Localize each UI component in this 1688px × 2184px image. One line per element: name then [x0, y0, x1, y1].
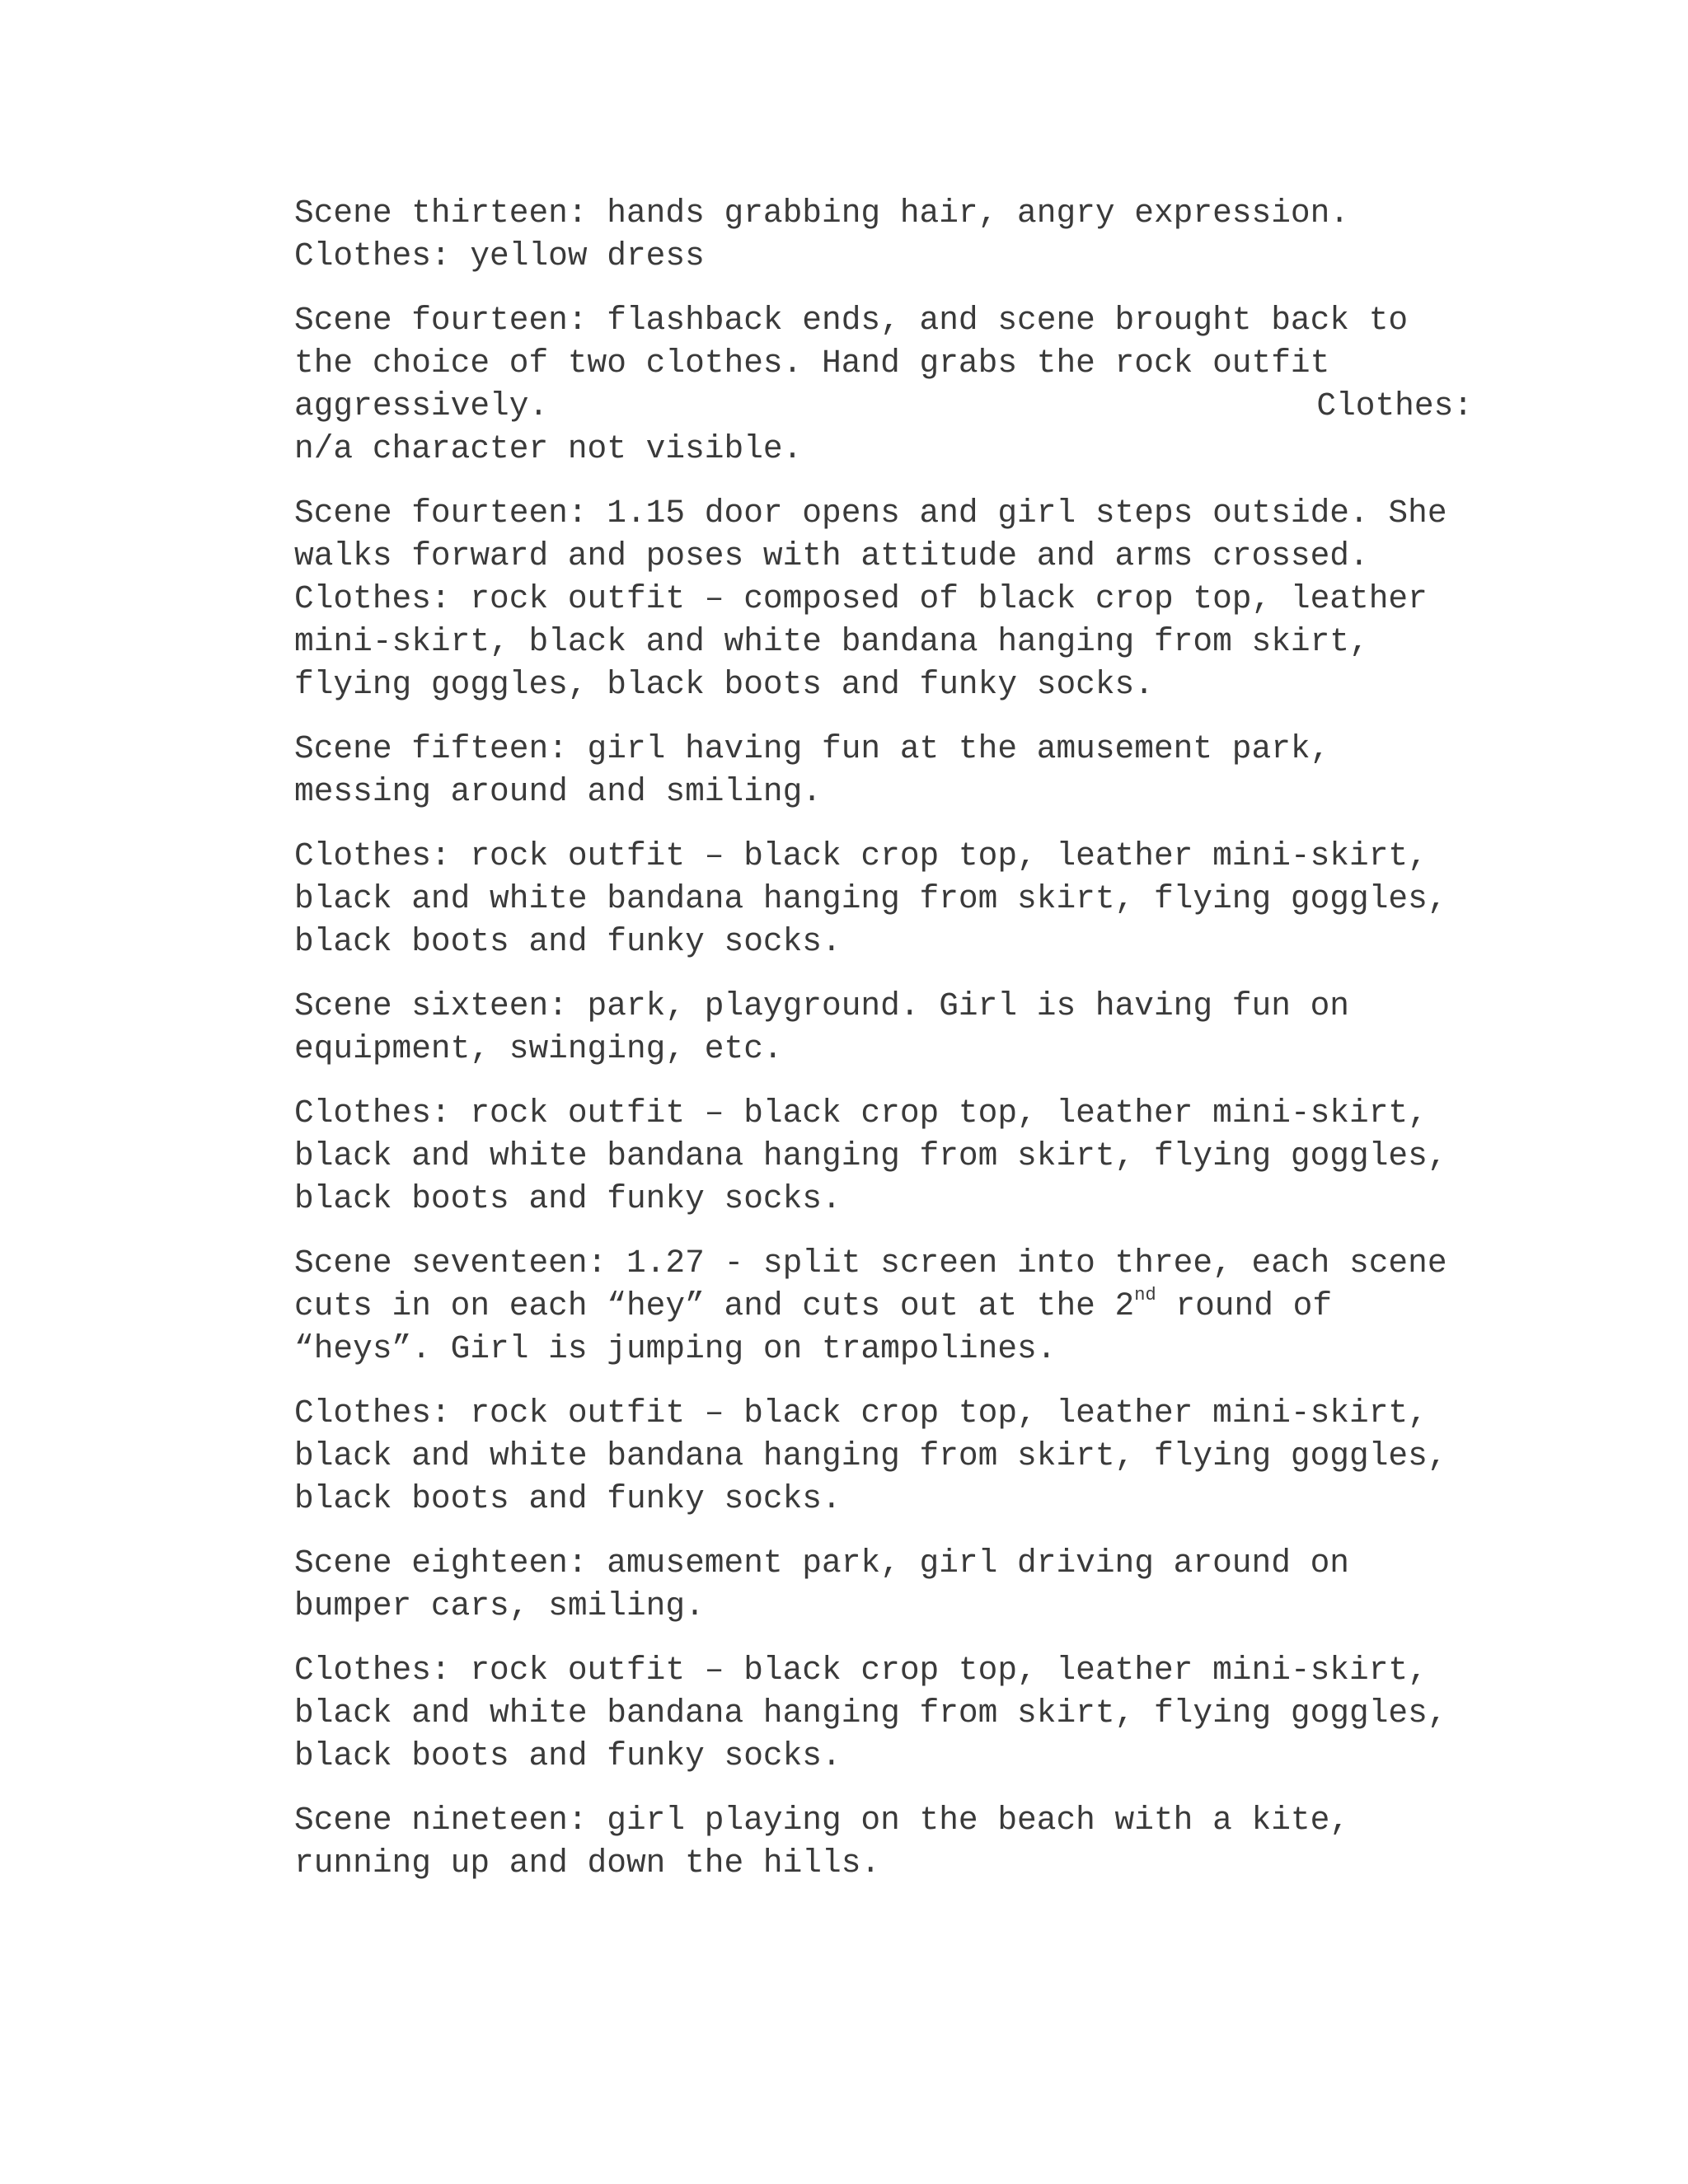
text-line-justified: [294, 385, 1473, 428]
text-line: Clothes: rock outfit – black crop top, leather mini-skirt,: [294, 1652, 1428, 1689]
paragraph-clothes: [294, 1092, 1473, 1221]
text-line: bumper cars, smiling.: [294, 1587, 705, 1624]
text-fragment: Clothes:: [1316, 387, 1473, 424]
text-line: “heys”. Girl is jumping on trampolines.: [294, 1330, 1057, 1367]
paragraph-scene-eighteen: [294, 1542, 1473, 1628]
text-line: mini-skirt, black and white bandana hanging from skirt,: [294, 623, 1369, 660]
text-line: walks forward and poses with attitude and arms crossed.: [294, 537, 1369, 574]
text-line: Scene fourteen: 1.15 door opens and girl steps outside. She: [294, 494, 1447, 532]
paragraph-clothes: [294, 1392, 1473, 1521]
text-line: black boots and funky socks.: [294, 1480, 842, 1517]
text-line: [294, 1285, 1473, 1328]
text-line: Scene thirteen: hands grabbing hair, angry expression.: [294, 194, 1350, 232]
paragraph-scene-nineteen: [294, 1799, 1473, 1885]
text-line: equipment, swinging, etc.: [294, 1030, 783, 1067]
text-line: flying goggles, black boots and funky socks.: [294, 666, 1154, 703]
text-line: Scene fourteen: flashback ends, and scene brought back to: [294, 302, 1409, 339]
text-line: messing around and smiling.: [294, 773, 823, 810]
paragraph-clothes: [294, 835, 1473, 963]
paragraph-scene-fourteen-door: [294, 492, 1473, 706]
text-line: Scene nineteen: girl playing on the beach with a kite,: [294, 1802, 1350, 1839]
paragraph-scene-sixteen: [294, 985, 1473, 1071]
document-body: [294, 192, 1473, 1906]
text-line: black boots and funky socks.: [294, 1737, 842, 1774]
text-line: Scene sixteen: park, playground. Girl is having fun on: [294, 987, 1350, 1024]
text-line: black boots and funky socks.: [294, 1180, 842, 1217]
text-line: black and white bandana hanging from skirt, flying goggles,: [294, 880, 1447, 917]
text-line: black and white bandana hanging from skirt, flying goggles,: [294, 1137, 1447, 1174]
text-line: Clothes: yellow dress: [294, 237, 705, 274]
paragraph-scene-seventeen: [294, 1242, 1473, 1371]
text-line: Scene seventeen: 1.27 - split screen into three, each scene: [294, 1244, 1447, 1282]
superscript-ordinal: nd: [1134, 1284, 1156, 1305]
text-line: Clothes: rock outfit – black crop top, leather mini-skirt,: [294, 1094, 1428, 1132]
text-fragment: round of: [1156, 1287, 1333, 1324]
text-line: Scene eighteen: amusement park, girl driving around on: [294, 1544, 1350, 1582]
text-fragment: aggressively.: [294, 387, 549, 424]
paragraph-scene-fifteen: [294, 728, 1473, 813]
text-line: running up and down the hills.: [294, 1844, 881, 1882]
text-line: Scene fifteen: girl having fun at the amusement park,: [294, 730, 1330, 767]
text-line: the choice of two clothes. Hand grabs the rock outfit: [294, 344, 1330, 382]
text-line: Clothes: rock outfit – black crop top, leather mini-skirt,: [294, 837, 1428, 874]
text-line: Clothes: rock outfit – black crop top, leather mini-skirt,: [294, 1394, 1428, 1432]
text-fragment: cuts in on each “hey” and cuts out at the 2: [294, 1287, 1135, 1324]
text-line: black and white bandana hanging from skirt, flying goggles,: [294, 1437, 1447, 1474]
paragraph-scene-fourteen-flashback: [294, 299, 1473, 471]
paragraph-scene-thirteen: [294, 192, 1473, 278]
paragraph-clothes: [294, 1649, 1473, 1778]
text-line: black boots and funky socks.: [294, 923, 842, 960]
text-line: n/a character not visible.: [294, 430, 803, 467]
text-line: Clothes: rock outfit – composed of black crop top, leather: [294, 580, 1428, 617]
text-line: black and white bandana hanging from skirt, flying goggles,: [294, 1694, 1447, 1732]
